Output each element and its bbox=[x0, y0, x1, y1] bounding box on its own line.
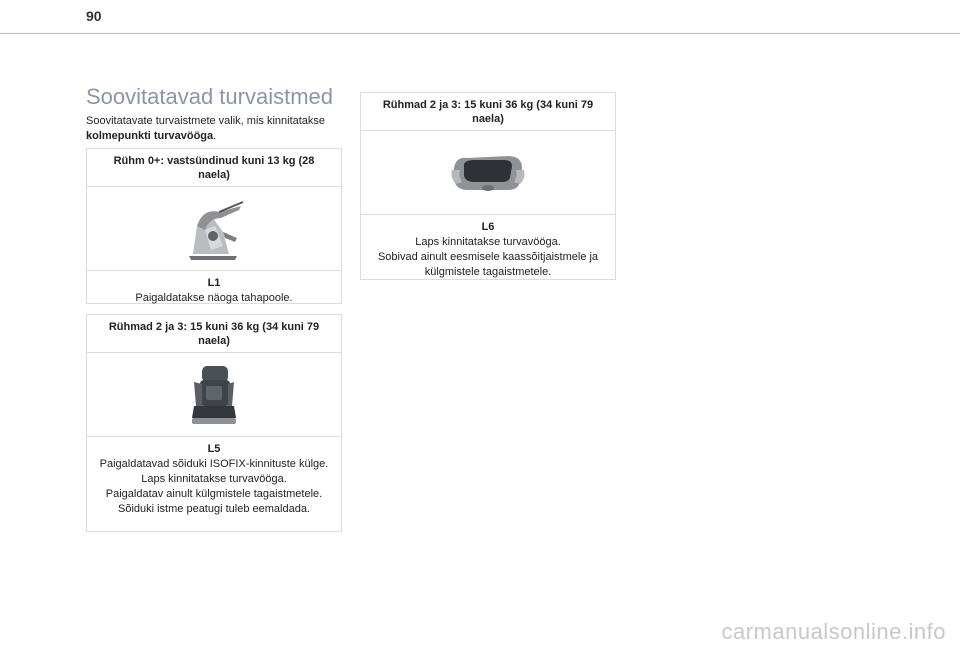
booster-cushion-icon bbox=[448, 148, 528, 198]
intro-text: Soovitatavate turvaistmete valik, mis kinnitatakse bbox=[86, 115, 326, 127]
seat-card-l6 bbox=[360, 92, 616, 280]
seat-card-description bbox=[87, 271, 341, 311]
header-divider bbox=[0, 33, 960, 34]
intro-paragraph bbox=[86, 114, 344, 144]
watermark: carmanualsonline.info bbox=[721, 619, 946, 644]
seat-card-title: Rühmad 2 ja 3: 15 kuni 36 kg (34 kuni 79 naela) bbox=[361, 93, 615, 131]
seat-card-l1 bbox=[86, 148, 342, 304]
seat-card-line: Laps kinnitatakse turvavööga. bbox=[141, 473, 287, 485]
seat-card-description bbox=[87, 437, 341, 522]
seat-card-l5 bbox=[86, 314, 342, 532]
intro-end: . bbox=[213, 130, 217, 142]
seat-card-title: Rühm 0+: vastsündinud kuni 13 kg (28 naela) bbox=[87, 149, 341, 187]
intro-bold-text: kolmepunkti turvavööga bbox=[86, 130, 214, 142]
seat-card-line: Sobivad ainult eesmisele kaassõitjaistmele ja külgmistele tagaistmetele. bbox=[377, 251, 599, 278]
page-number: 90 bbox=[86, 8, 102, 24]
high-back-booster-seat-icon bbox=[186, 362, 242, 428]
seat-card-image bbox=[361, 131, 615, 215]
seat-card-title: Rühmad 2 ja 3: 15 kuni 36 kg (34 kuni 79 naela) bbox=[87, 315, 341, 353]
seat-card-line: Sõiduki istme peatugi tuleb eemaldada. bbox=[117, 503, 310, 515]
rear-facing-infant-seat-icon bbox=[179, 196, 249, 262]
seat-card-line: Paigaldatav ainult külgmistele tagaistmetele. bbox=[105, 488, 323, 500]
seat-card-code: L1 bbox=[207, 277, 221, 289]
seat-card-code: L5 bbox=[207, 443, 221, 455]
seat-card-image bbox=[87, 353, 341, 437]
section-title: Soovitatavad turvaistmed bbox=[86, 84, 334, 109]
seat-card-code: L6 bbox=[481, 221, 495, 233]
seat-card-line: Paigaldatavad sõiduki ISOFIX-kinnituste külge. bbox=[99, 458, 329, 470]
seat-card-image bbox=[87, 187, 341, 271]
seat-card-line: Laps kinnitatakse turvavööga. bbox=[415, 236, 561, 248]
seat-card-line: Paigaldatakse näoga tahapoole. bbox=[135, 292, 293, 304]
seat-card-description bbox=[361, 215, 615, 285]
